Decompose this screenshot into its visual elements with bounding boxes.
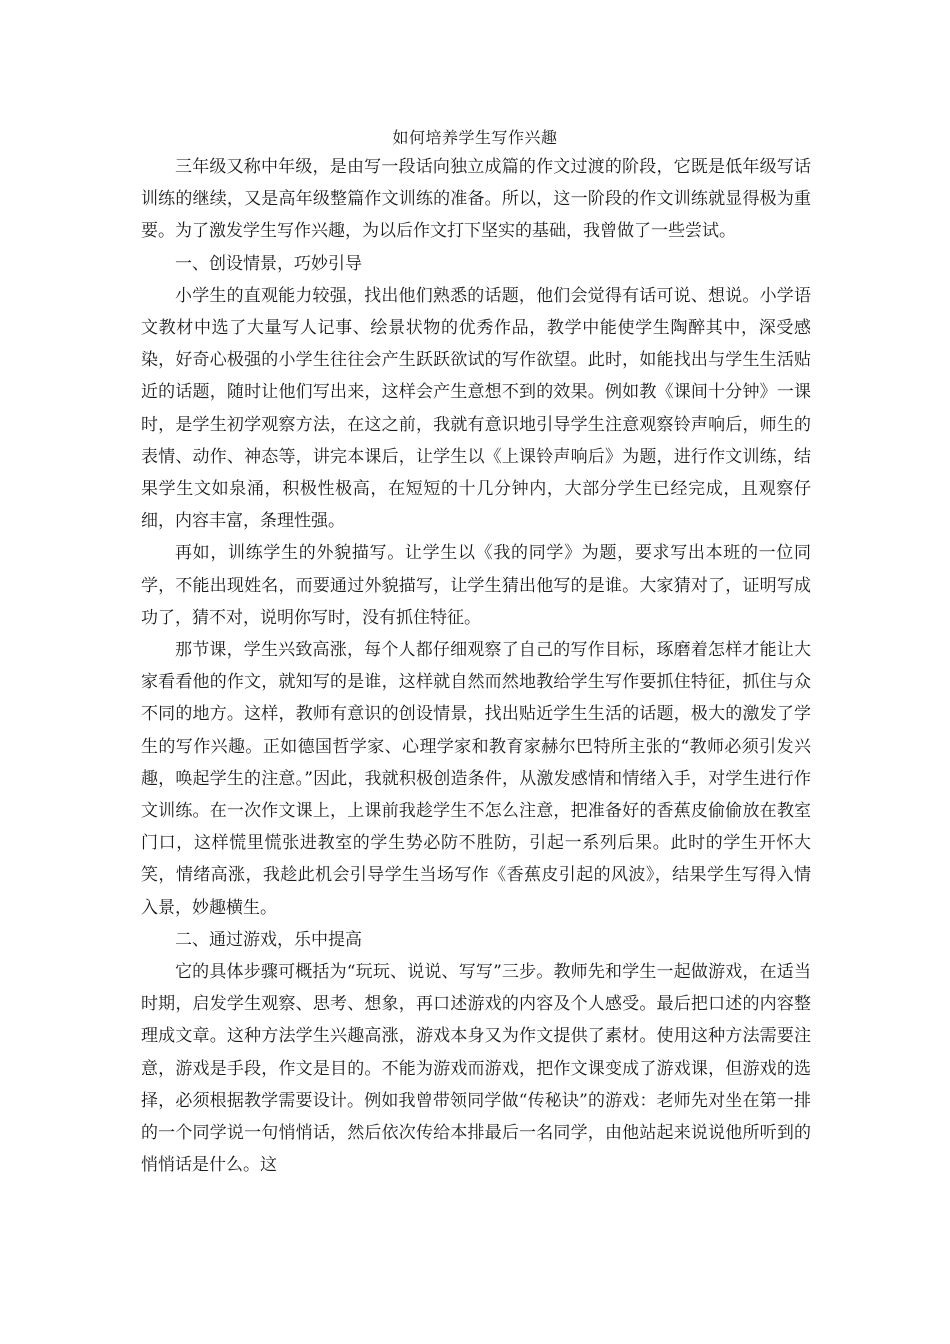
paragraph: 再如，训练学生的外貌描写。让学生以《我的同学》为题，要求写出本班的一位同学，不能出现姓名，而要通过外貌描写，让学生猜出他写的是谁。大家猜对了，证明写成功了，猜不对，说明你写时，没有抓住特征。 (141, 543, 811, 628)
paragraph: 它的具体步骤可概括为“玩玩、说说、写写”三步。教师先和学生一起做游戏，在适当时期，启发学生观察、思考、想象，再口述游戏的内容及个人感受。最后把口述的内容整理成文章。这种方法学生兴趣高涨，游戏本身又为作文提供了素材。使用这种方法需要注意，游戏是手段，作文是目的。不能为游戏而游戏，把作文课变成了游戏课，但游戏的选择，必须根据教学需要设计。例如我曾带领同学做“传秘诀”的游戏：老师先对坐在第一排的一个同学说一句悄悄话，然后依次传给本排最后一名同学，由他站起来说说他所听到的悄悄话是什么。这 (141, 962, 811, 1176)
document-title: 如何培养学生写作兴趣 (392, 128, 558, 147)
paragraph: 那节课，学生兴致高涨，每个人都仔细观察了自己的写作目标，琢磨着怎样才能让大家看看他的作文，就知写的是谁，这样就自然而然地教给学生写作要抓住特征，抓住与众不同的地方。这样，教师有意识的创设情景，找出贴近学生生活的话题，极大的激发了学生的写作兴趣。正如德国哲学家、心理学家和教育家赫尔巴特所主张的“教师必须引发兴趣，唤起学生的注意。”因此，我就积极创造条件，从激发感情和情绪入手，对学生进行作文训练。在一次作文课上，上课前我趁学生不怎么注意，把准备好的香蕉皮偷偷放在教室门口，这样慌里慌张进教室的学生势必防不胜防，引起一系列后果。此时的学生开怀大笑，情绪高涨，我趁此机会引导学生当场写作《香蕉皮引起的风波》，结果学生写得入情入景，妙趣横生。 (141, 640, 811, 918)
section-heading: 二、通过游戏，乐中提高 (175, 929, 362, 950)
paragraph: 三年级又称中年级，是由写一段话向独立成篇的作文过渡的阶段，它既是低年级写话训练的继续，又是高年级整篇作文训练的准备。所以，这一阶段的作文训练就显得极为重要。为了激发学生写作兴趣，为以后作文打下坚实的基础，我曾做了一些尝试。 (141, 157, 811, 242)
document-body (141, 151, 811, 1182)
paragraph: 小学生的直观能力较强，找出他们熟悉的话题，他们会觉得有话可说、想说。小学语文教材中选了大量写人记事、绘景状物的优秀作品，教学中能使学生陶醉其中，深受感染，好奇心极强的小学生往往会产生跃跃欲试的写作欲望。此时，如能找出与学生生活贴近的话题，随时让他们写出来，这样会产生意想不到的效果。例如教《课间十分钟》一课时，是学生初学观察方法，在这之前，我就有意识地引导学生注意观察铃声响后，师生的表情、动作、神态等，讲完本课后，让学生以《上课铃声响后》为题，进行作文训练，结果学生文如泉涌，积极性极高，在短短的十几分钟内，大部分学生已经完成，且观察仔细，内容丰富，条理性强。 (141, 285, 811, 532)
section-heading: 一、创设情景，巧妙引导 (175, 253, 362, 274)
